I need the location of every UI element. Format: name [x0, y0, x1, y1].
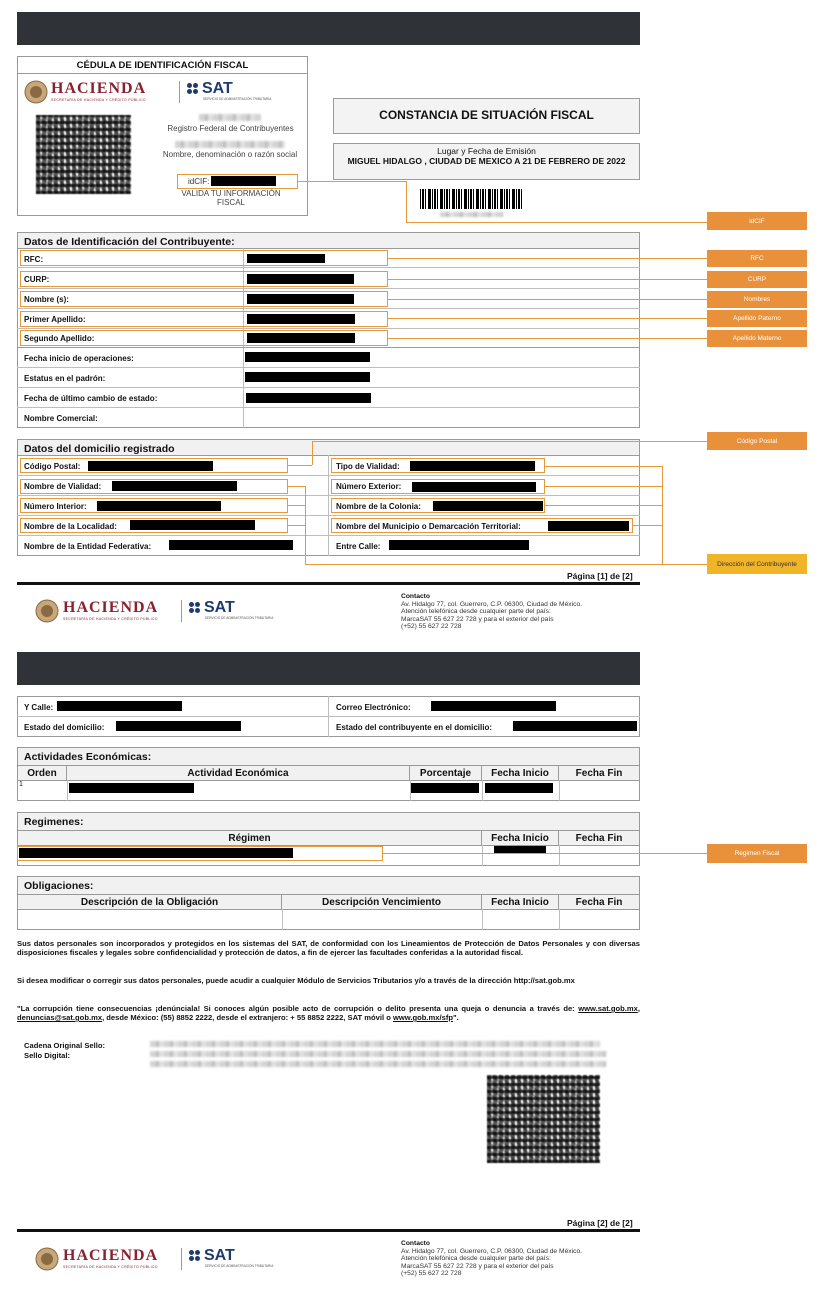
dom-label-cp: Código Postal:	[24, 462, 81, 471]
dom-label-entidad: Nombre de la Entidad Federativa:	[24, 542, 152, 551]
paterno-redacted	[247, 314, 355, 324]
obligaciones-title: Obligaciones:	[17, 876, 640, 895]
eagle-seal-icon	[24, 80, 48, 104]
estado-dom-redacted	[116, 721, 241, 731]
dom-label-entre-calle: Entre Calle:	[336, 542, 381, 551]
porcentaje-redacted	[411, 783, 479, 793]
extra-label-estado-contrib: Estado del contribuyente en el domicilio:	[336, 723, 493, 732]
annotation-curp: CURP	[707, 271, 807, 288]
num-int-redacted	[97, 501, 221, 511]
eagle-seal-icon	[35, 1247, 59, 1271]
actividad-redacted	[69, 783, 194, 793]
footer1-sat-logo: SAT SERVICIO DE ADMINISTRACIÓN TRIBUTARIA	[188, 600, 308, 624]
constancia-title: CONSTANCIA DE SITUACIÓN FISCAL	[379, 108, 594, 122]
localidad-redacted	[130, 520, 255, 530]
annotation-paterno: Apellido Paterno	[707, 310, 807, 327]
hacienda-subtitle: SECRETARÍA DE HACIENDA Y CRÉDITO PÚBLICO	[51, 98, 146, 102]
act-header-actividad: Actividad Económica	[67, 766, 410, 780]
act-header-fecha-inicio: Fecha Inicio	[482, 766, 559, 780]
qr-code-2	[487, 1075, 600, 1163]
emission-label: Lugar y Fecha de Emisión	[437, 146, 536, 156]
act-orden-value: 1	[19, 781, 23, 788]
annotation-direccion: Dirección del Contribuyente	[707, 554, 807, 574]
obl-header-vencimiento: Descripción Vencimiento	[282, 895, 482, 909]
legal-paragraph-1: Sus datos personales son incorporados y protegidos en los sistemas del SAT, de conformidad con los Lineamientos de Protección de Datos Personales y con diversas disposiciones fiscales y legales sobre confidencialidad y protección de datos, a fin de ejercer las facultades conferidas a la autoridad fiscal.	[17, 939, 640, 957]
eagle-seal-icon	[35, 599, 59, 623]
rfc-highlight	[20, 250, 388, 266]
colonia-redacted	[433, 501, 543, 511]
dom-label-localidad: Nombre de la Localidad:	[24, 522, 117, 531]
annotation-rfc: RFC	[707, 250, 807, 267]
ident-label-nombre: Nombre (s):	[24, 295, 69, 304]
y-calle-redacted	[57, 701, 182, 711]
name-caption: Nombre, denominación o razón social	[162, 150, 298, 159]
reg-header-fecha-inicio: Fecha Inicio	[482, 831, 559, 845]
hacienda-logo	[24, 79, 174, 105]
estatus-redacted	[245, 372, 370, 382]
reg-header-fecha-fin: Fecha Fin	[559, 831, 639, 845]
legal-paragraph-3: "La corrupción tiene consecuencias ¡denúnciala! Si conoces algún posible acto de corrupción o delito presenta una queja o denuncia a través de: www.sat.gob.mx, denuncias@sat.gob.mx, desde México: (55) 8852 2222, desde el extranjero: + 55 8852 2222, SAT móvil o www.gob.mx/sfp".	[17, 1004, 640, 1022]
page1-label: Página [1] de [2]	[567, 571, 633, 581]
actividades-title: Actividades Económicas:	[17, 747, 640, 766]
sello-blurred-2	[150, 1061, 606, 1067]
ident-label-nombre-comercial: Nombre Comercial:	[24, 414, 98, 423]
ident-label-ultimo-cambio: Fecha de último cambio de estado:	[24, 394, 158, 403]
annotation-nombres: Nombres	[707, 291, 807, 308]
barcode-text	[440, 212, 503, 217]
cadena-original-label: Cadena Original Sello:	[24, 1041, 106, 1050]
ident-label-primer-apellido: Primer Apellido:	[24, 315, 86, 324]
page1-divider	[17, 582, 640, 585]
regimen-redacted	[19, 848, 293, 858]
sat-dots-icon	[188, 1249, 202, 1261]
link-sfp[interactable]: www.gob.mx/sfp	[392, 1012, 454, 1022]
link-denuncias[interactable]: denuncias@sat.gob.mx	[17, 1012, 103, 1022]
extra-label-estado-dom: Estado del domicilio:	[24, 723, 105, 732]
extra-label-correo: Correo Electrónico:	[336, 703, 411, 712]
num-ext-redacted	[412, 482, 536, 492]
legal-paragraph-2: Si desea modificar o corregir sus datos personales, puede acudir a cualquier Módulo de Servicios Tributarios y/o a través de la dirección http://sat.gob.mx	[17, 976, 575, 985]
sello-digital-label: Sello Digital:	[24, 1051, 70, 1060]
qr-code	[36, 115, 131, 194]
entidad-redacted	[169, 540, 293, 550]
sat-dots-icon	[186, 82, 200, 94]
hacienda-wordmark: HACIENDA	[51, 80, 147, 97]
rfc-redacted	[247, 254, 325, 263]
regimenes-title: Regimenes:	[17, 812, 640, 831]
dom-label-colonia: Nombre de la Colonia:	[336, 502, 421, 511]
sat-subtitle: SERVICIO DE ADMINISTRACIÓN TRIBUTARIA	[203, 97, 272, 101]
annotation-materno: Apellido Materno	[707, 330, 807, 347]
vialidad-redacted	[112, 481, 237, 491]
idcif-label: idCIF:	[188, 177, 210, 186]
sat-wordmark: SAT	[202, 80, 233, 97]
nombres-redacted	[247, 294, 354, 304]
page2-header-band	[17, 652, 640, 685]
tipo-vialidad-redacted	[410, 461, 535, 471]
fecha-inicio-redacted	[245, 352, 370, 362]
emission-value: MIGUEL HIDALGO , CIUDAD DE MEXICO A 21 DE FEBRERO DE 2022	[347, 156, 626, 166]
sat-logo	[186, 81, 306, 105]
obl-header-descripcion: Descripción de la Obligación	[18, 895, 282, 909]
rfc-blurred	[199, 114, 261, 121]
validate-text: VALIDA TU INFORMACIÓN FISCAL	[181, 189, 281, 207]
ultimo-cambio-redacted	[246, 393, 371, 403]
footer2-sat-logo: SAT SERVICIO DE ADMINISTRACIÓN TRIBUTARIA	[188, 1248, 308, 1272]
estado-contrib-redacted	[513, 721, 637, 731]
barcode	[420, 189, 523, 209]
dom-label-municipio: Nombre del Municipio o Demarcación Territorial:	[336, 522, 521, 531]
dom-label-tipo-vialidad: Tipo de Vialidad:	[336, 462, 400, 471]
ident-label-rfc: RFC:	[24, 255, 44, 264]
ident-label-fecha-inicio: Fecha inicio de operaciones:	[24, 354, 134, 363]
curp-redacted	[247, 274, 354, 284]
page2-divider	[17, 1229, 640, 1232]
reg-fecha-inicio-redacted	[494, 846, 546, 853]
annotation-cp: Código Postal	[707, 432, 807, 450]
page1-header-band	[17, 12, 640, 45]
act-header-fecha-fin: Fecha Fin	[559, 766, 639, 780]
municipio-redacted	[548, 521, 629, 531]
correo-redacted	[431, 701, 556, 711]
dom-label-num-ext: Número Exterior:	[336, 482, 402, 491]
act-fecha-inicio-redacted	[485, 783, 553, 793]
link-sat[interactable]: www.sat.gob.mx	[578, 1004, 638, 1013]
extra-label-y-calle: Y Calle:	[24, 703, 54, 712]
act-header-orden: Orden	[18, 766, 67, 780]
cp-redacted	[88, 461, 213, 471]
idcif-redacted	[211, 176, 276, 186]
ident-label-segundo-apellido: Segundo Apellido:	[24, 334, 95, 343]
name-blurred	[175, 141, 285, 148]
page2-label: Página [2] de [2]	[567, 1218, 633, 1228]
footer2-hacienda-logo: HACIENDA SECRETARÍA DE HACIENDA Y CRÉDITO PÚBLICO	[35, 1246, 185, 1272]
materno-redacted	[247, 333, 355, 343]
ident-label-curp: CURP:	[24, 275, 50, 284]
obl-header-fecha-fin: Fecha Fin	[559, 895, 639, 909]
act-header-porcentaje: Porcentaje	[410, 766, 482, 780]
reg-header-regimen: Régimen	[18, 831, 482, 845]
footer1-contact: Contacto Av. Hidalgo 77, col. Guerrero, C.P. 06300, Ciudad de México. Atención telefónica desde cualquier parte del país: MarcaSAT 55 627 22 728 y para el exterior del país (+52) 55 627 22 728	[401, 593, 583, 630]
cadena-blurred-1	[150, 1041, 600, 1047]
sat-dots-icon	[188, 601, 202, 613]
annotation-regimen: Regimen Fiscal	[707, 844, 807, 863]
obl-header-fecha-inicio: Fecha Inicio	[482, 895, 559, 909]
ident-label-estatus: Estatus en el padrón:	[24, 374, 106, 383]
ident-title: Datos de Identificación del Contribuyente:	[17, 232, 640, 249]
dom-label-num-int: Número Interior:	[24, 502, 87, 511]
annotation-idcif: idCIF	[707, 212, 807, 230]
domicilio-title: Datos del domicilio registrado	[17, 439, 640, 456]
footer1-hacienda-logo: HACIENDA SECRETARÍA DE HACIENDA Y CRÉDITO PÚBLICO	[35, 598, 185, 624]
entre-calle-redacted	[389, 540, 529, 550]
cedula-title: CÉDULA DE IDENTIFICACIÓN FISCAL	[76, 60, 249, 71]
dom-label-vialidad: Nombre de Vialidad:	[24, 482, 102, 491]
rfc-caption: Registro Federal de Contribuyentes	[167, 124, 294, 133]
footer2-contact: Contacto Av. Hidalgo 77, col. Guerrero, C.P. 06300, Ciudad de México. Atención telefónica desde cualquier parte del país: MarcaSAT 55 627 22 728 y para el exterior del país (+52) 55 627 22 728	[401, 1240, 583, 1277]
sello-blurred-1	[150, 1051, 606, 1057]
